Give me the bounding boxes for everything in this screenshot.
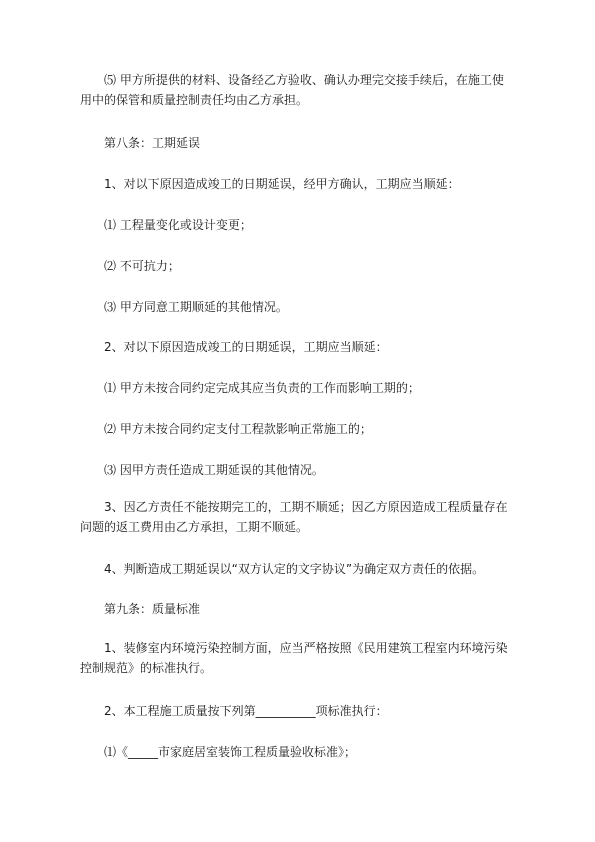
paragraph-delay-clause-3: 3、因乙方责任不能按期完工的，工期不顺延；因乙方原因造成工程质量存在问题的返工费用由乙方承担，工期不顺延。 <box>80 500 508 534</box>
paragraph-delay-clause-1: 1、对以下原因造成竣工的日期延误，经甲方确认，工期应当顺延： <box>104 177 460 191</box>
list-item-1-1: ⑴ 工程量变化或设计变更； <box>104 218 252 232</box>
list-item-2-3: ⑶ 因甲方责任造成工期延误的其他情况。 <box>104 463 324 477</box>
paragraph-delay-clause-4: 4、判断造成工期延误以“双方认定的文字协议”为确定双方责任的依据。 <box>104 562 485 576</box>
paragraph-materials-responsibility: ⑸ 甲方所提供的材料、设备经乙方验收、确认办理完交接手续后，在施工使用中的保管和质量控制责任均由乙方承担。 <box>80 73 504 107</box>
paragraph-quality-clause-2: 2、本工程施工质量按下列第__________项标准执行： <box>104 704 388 718</box>
list-item-2-1: ⑴ 甲方未按合同约定完成其应当负责的工作而影响工期的； <box>104 381 420 395</box>
list-item-1-2: ⑵ 不可抗力； <box>104 259 180 273</box>
list-item-quality-standard-1: ⑴《_____市家庭居室装饰工程质量验收标准》； <box>104 745 357 759</box>
list-item-2-2: ⑵ 甲方未按合同约定支付工程款影响正常施工的； <box>104 422 372 436</box>
paragraph-delay-clause-2: 2、对以下原因造成竣工的日期延误，工期应当顺延： <box>104 340 388 354</box>
heading-article-8: 第八条：工期延误 <box>104 136 201 150</box>
paragraph-quality-clause-1: 1、装修室内环境污染控制方面，应当严格按照《民用建筑工程室内环境污染控制规范》的标准执行。 <box>80 641 508 675</box>
heading-article-9: 第九条：质量标准 <box>104 602 201 616</box>
list-item-1-3: ⑶ 甲方同意工期顺延的其他情况。 <box>104 300 288 314</box>
